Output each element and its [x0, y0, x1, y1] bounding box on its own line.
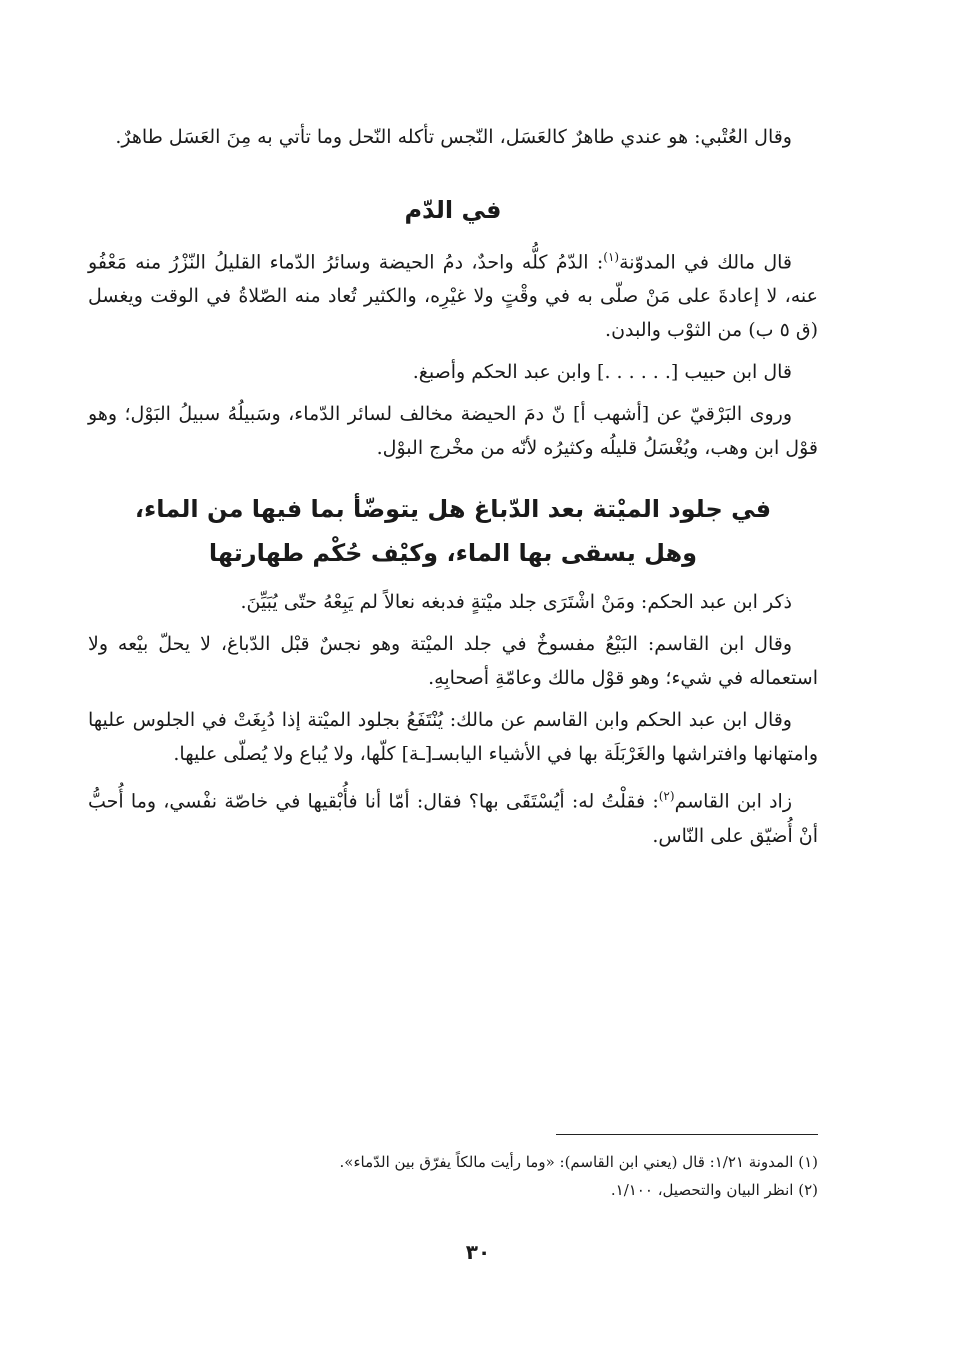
paragraph-ibn-abd-alhakam: ذكر ابن عبد الحكم: ومَنْ اشْتَرَى جلد ميْتةٍ فدبغه نعالاً لم يَبِعْهُ حتّى يُبَيِّنَ. [240, 591, 792, 614]
paragraph-ibn-habib: قال ابن حبيب [. . . . . .] وابن عبد الحكم وأصبغ. [412, 361, 792, 384]
page-number: ٣٠ [465, 1240, 491, 1264]
section-heading-hides [88, 487, 818, 575]
footnote-1: (١) المدونة ١/٢١: قال (يعني ابن القاسم): «وما رأيت مالكاً يفرّق بين الدّماء». [339, 1153, 818, 1171]
footnote-divider [556, 1134, 818, 1135]
paragraph-text: زاد ابن القاسم [674, 790, 792, 813]
paragraph-tanning-use: وقال ابن عبد الحكم وابن القاسم عن مالك: يُنْتَفَعُ بجلود الميْتة إذا دُبِغَتْ في الجلوس عليها وامتهانها وافتراشها والغَرْبَلَة بها في الأشياء اليابسـ[ـة] كلّها، ولا يُباع ولا يُصلّى عليها. [88, 709, 818, 766]
paragraph-text: : فقلْتُ له: أيُسْتَقَى بها؟ فقال: أمّا أنا فأُبْقيها في خاصّة نفْسي، وما أُحبُّ أنْ أُضيّق على النّاس. [88, 790, 818, 847]
footnote-2: (٢) انظر البيان والتحصيل، ١/١٠٠. [610, 1181, 818, 1199]
footnote-ref-1[interactable]: (١) [603, 250, 620, 264]
section-heading-blood: في الدّم [404, 196, 502, 224]
page-body [88, 120, 818, 861]
paragraph-barqi: وروى البَرْقيّ عن [أشهب أ] نّ دمَ الحيضة مخالف لسائر الدّماء، وسَبيلُهُ سبيلُ البَوْل؛ وهو قوْل ابن وهب، ويُغْسَلُ قليلُه وكثيرُه لأنّه من مخْرج البوْل. [88, 403, 818, 460]
paragraph-malik-mudawwana [88, 240, 818, 347]
paragraph-text: : الدّمُ كلُّه واحدٌ، دمُ الحيضة وسائرُ الدّماء القليلُ النّزْرُ منه مَعْفُو عنه، لا إعادةَ على مَنْ صلّى به في وقْتٍ ولا غيْرِه، والكثير تُعاد منه الصّلاةُ في الوقت ويغسل (ق ٥ ب) من الثوْب والبدن. [88, 251, 818, 342]
footnote-ref-2[interactable]: (٢) [658, 789, 675, 804]
paragraph-ibn-alqasim-added [88, 779, 818, 852]
heading-line-1: في جلود الميْتة بعد الدّباغ هل يتوضّأ بما فيها من الماء، [134, 495, 772, 524]
paragraph-utbi: وقال العُتْبي: هو عندي طاهرٌ كالعَسَل، النّجس تأكله النّحل وما تأتي به مِنَ العَسَل طاهرٌ. [115, 126, 792, 148]
footnotes [118, 1148, 818, 1204]
paragraph-text: قال مالك في المدوّنة [619, 251, 792, 274]
heading-line-2: وهل يسقى بها الماء، وكيْف حُكْم طهارتها [208, 539, 698, 568]
paragraph-ibn-alqasim-sale: وقال ابن القاسم: البَيْعُ مفسوخٌ في جلد الميْتة وهو نجسٌ قبْل الدّباغ، لا يحلّ بيْعه ولا استعماله في شيء؛ وهو قوْل مالك وعامّةِ أصحابِهِ. [88, 633, 818, 690]
